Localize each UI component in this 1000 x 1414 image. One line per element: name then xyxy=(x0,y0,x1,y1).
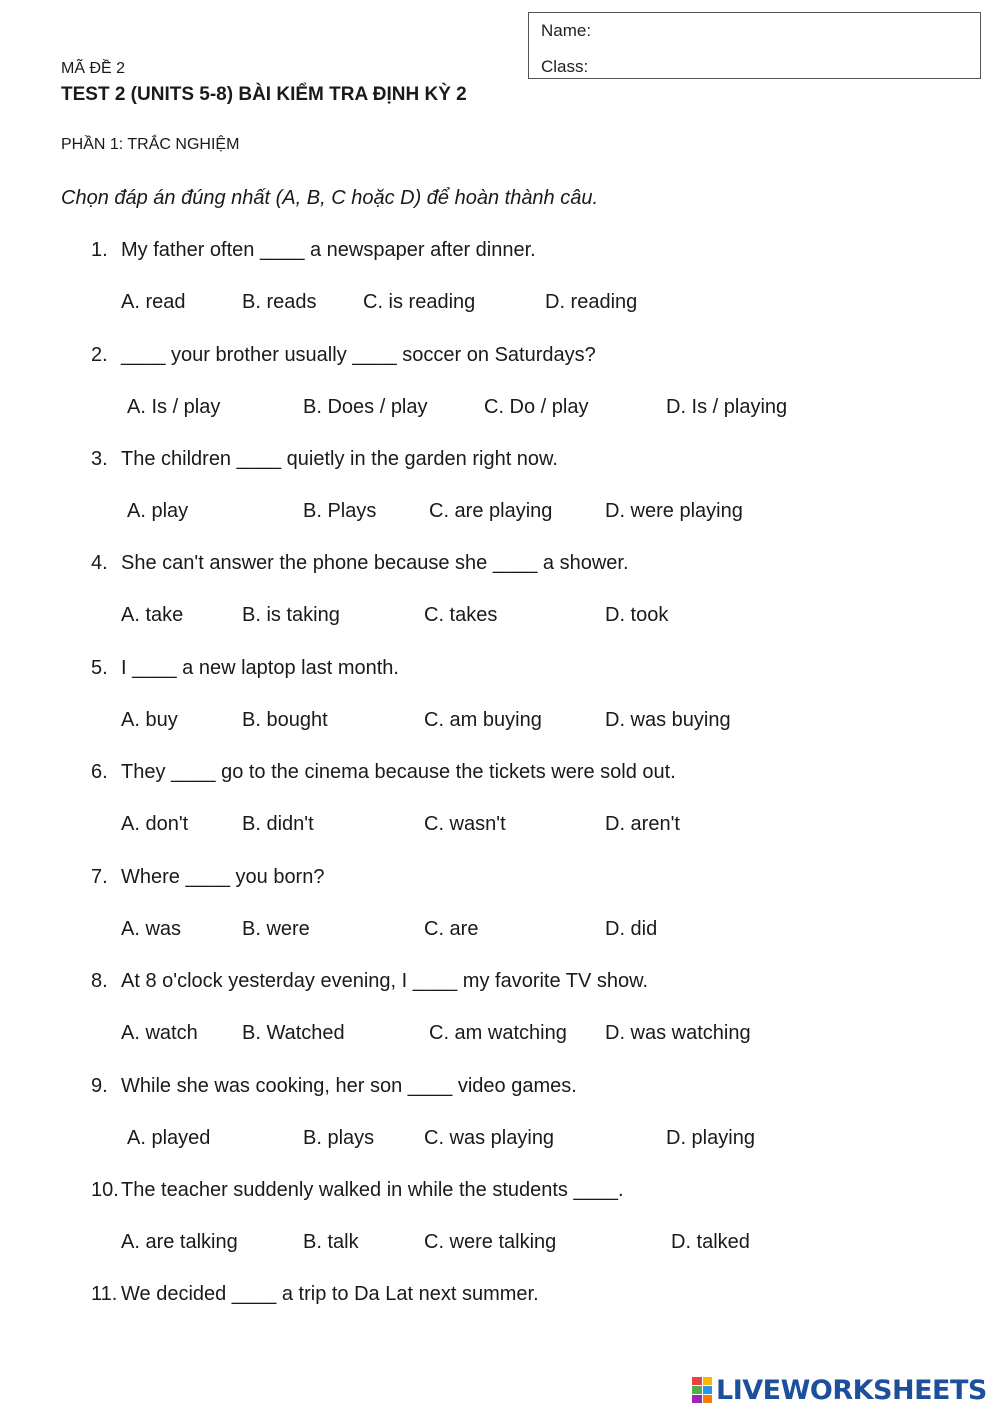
question-number: 4. xyxy=(91,552,108,574)
exam-code: MÃ ĐỀ 2 xyxy=(61,60,126,77)
question-number: 11. xyxy=(91,1283,118,1305)
liveworksheets-logo-icon xyxy=(692,1377,712,1403)
option-c: C. was playing xyxy=(424,1127,555,1149)
question-text: My father often ____ a newspaper after dinner. xyxy=(121,239,536,261)
option-b: B. didn't xyxy=(242,813,314,835)
option-d: D. took xyxy=(605,604,669,626)
option-d: D. was watching xyxy=(605,1022,751,1044)
option-b: B. is taking xyxy=(242,604,340,626)
option-a: A. Is / play xyxy=(127,396,221,418)
question-number: 7. xyxy=(91,866,108,888)
option-d: D. reading xyxy=(545,291,638,313)
option-d: D. did xyxy=(605,918,658,940)
option-a: A. play xyxy=(127,500,189,522)
instruction: Chọn đáp án đúng nhất (A, B, C hoặc D) để hoàn thành câu. xyxy=(61,187,599,209)
question-number: 5. xyxy=(91,657,108,679)
question-text: ____ your brother usually ____ soccer on Saturdays? xyxy=(121,344,596,366)
question-text: I ____ a new laptop last month. xyxy=(121,657,399,679)
option-b: B. bought xyxy=(242,709,328,731)
option-c: C. wasn't xyxy=(424,813,506,835)
option-c: C. were talking xyxy=(424,1231,557,1253)
option-d: D. talked xyxy=(671,1231,750,1253)
question-number: 2. xyxy=(91,344,108,366)
option-d: D. playing xyxy=(666,1127,755,1149)
option-d: D. Is / playing xyxy=(666,396,788,418)
question-number: 3. xyxy=(91,448,108,470)
option-a: A. watch xyxy=(121,1022,198,1044)
question-number: 9. xyxy=(91,1075,108,1097)
option-b: B. talk xyxy=(303,1231,359,1253)
option-a: A. take xyxy=(121,604,184,626)
question-text: They ____ go to the cinema because the tickets were sold out. xyxy=(121,761,676,783)
option-b: B. were xyxy=(242,918,310,940)
name-class-box xyxy=(528,12,981,79)
option-b: B. Watched xyxy=(242,1022,345,1044)
question-text: She can't answer the phone because she ____ a shower. xyxy=(121,552,629,574)
option-a: A. read xyxy=(121,291,186,313)
option-c: C. am watching xyxy=(429,1022,567,1044)
option-c: C. takes xyxy=(424,604,498,626)
option-d: D. aren't xyxy=(605,813,680,835)
question-text: The children ____ quietly in the garden right now. xyxy=(121,448,558,470)
question-text: At 8 o'clock yesterday evening, I ____ my favorite TV show. xyxy=(121,970,649,992)
test-title: TEST 2 (UNITS 5-8) BÀI KIỂM TRA ĐỊNH KỲ 2 xyxy=(61,84,467,105)
part-heading: PHẦN 1: TRẮC NGHIỆM xyxy=(61,136,240,153)
option-b: B. plays xyxy=(303,1127,375,1149)
option-b: B. Plays xyxy=(303,500,377,522)
name-label: Name: xyxy=(541,21,592,40)
option-a: A. played xyxy=(127,1127,211,1149)
option-c: C. are xyxy=(424,918,479,940)
option-d: D. were playing xyxy=(605,500,743,522)
question-number: 8. xyxy=(91,970,108,992)
option-d: D. was buying xyxy=(605,709,731,731)
question-text: The teacher suddenly walked in while the students ____. xyxy=(121,1179,624,1201)
question-text: We decided ____ a trip to Da Lat next summer. xyxy=(121,1283,539,1305)
question-text: While she was cooking, her son ____ video games. xyxy=(121,1075,577,1097)
option-a: A. was xyxy=(121,918,182,940)
option-c: C. Do / play xyxy=(484,396,589,418)
option-a: A. are talking xyxy=(121,1231,238,1253)
option-a: A. don't xyxy=(121,813,189,835)
option-c: C. is reading xyxy=(363,291,476,313)
option-b: B. reads xyxy=(242,291,317,313)
option-c: C. am buying xyxy=(424,709,542,731)
class-label: Class: xyxy=(541,57,589,76)
question-number: 1. xyxy=(91,239,108,261)
logo-text: LIVEWORKSHEETS xyxy=(716,1374,987,1406)
option-c: C. are playing xyxy=(429,500,553,522)
question-text: Where ____ you born? xyxy=(121,866,325,888)
question-number: 6. xyxy=(91,761,108,783)
option-b: B. Does / play xyxy=(303,396,428,418)
liveworksheets-logo xyxy=(692,1374,987,1406)
option-a: A. buy xyxy=(121,709,178,731)
question-number: 10. xyxy=(91,1179,119,1201)
